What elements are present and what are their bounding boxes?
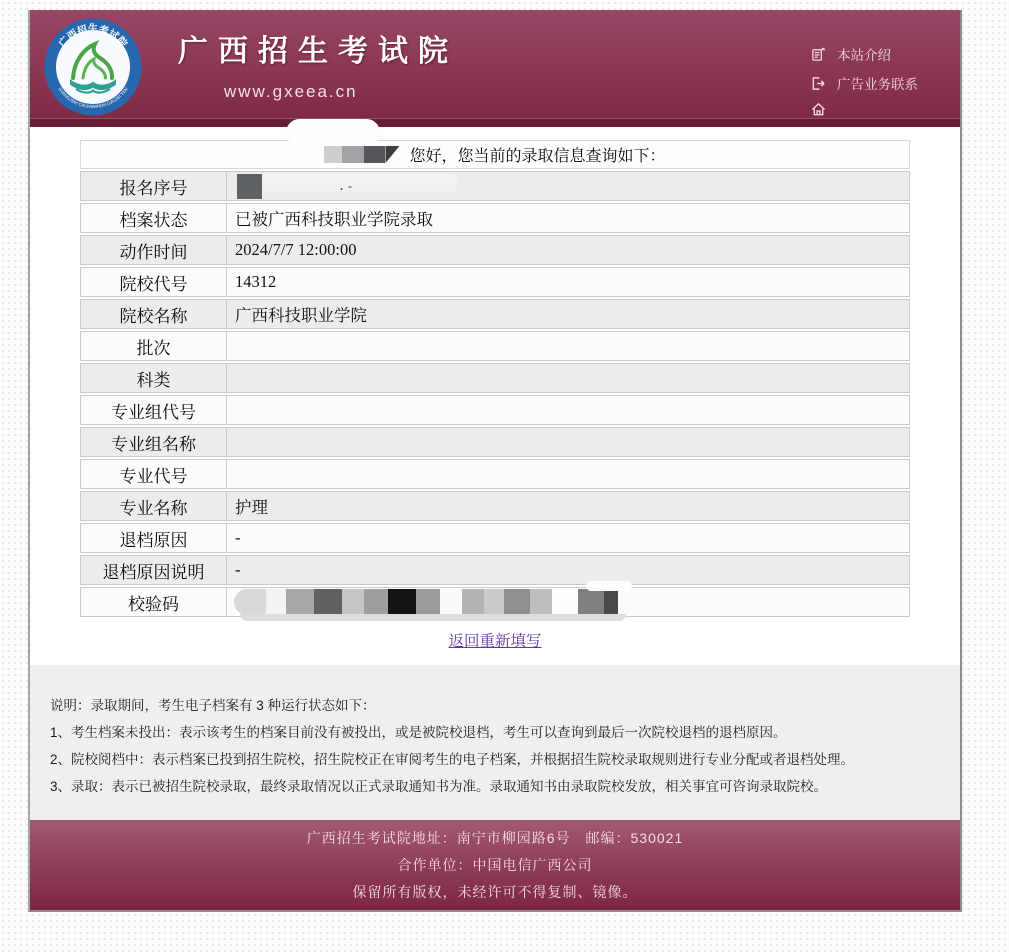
note-item-3: 3、录取：表示已被招生院校录取，最终录取情况以正式录取通知书为准。录取通知书由录取院校发放，相关事宜可咨询录取院校。 [50,779,828,794]
row-value: - [235,528,241,547]
header-bottom-strip [30,118,960,127]
svg-text:GVANGJSIH CAUHSWNGH GAUJSI YEN: GVANGJSIH CAUHSWNGH GAUJSI YEN [57,86,129,110]
table-row-tuidangyuanyin [80,523,910,553]
row-value [227,364,909,392]
exit-arrow-icon [811,76,826,91]
back-link[interactable]: 返回重新填写 [448,633,542,650]
table-rows [80,171,910,617]
page-footer [30,820,960,910]
ad-business-link[interactable] [811,73,918,93]
row-label: 院校代号 [81,268,227,296]
row-value: 已被广西科技职业学院录取 [235,210,433,229]
greeting-row [80,140,910,169]
row-value: 14312 [235,272,277,291]
table-row-xiaoyanma [80,587,910,617]
home-icon [811,102,826,117]
footer-address: 广西招生考试院地址：南宁市柳园路6号 邮编：530021 [306,830,684,846]
name-redaction-block [324,146,342,163]
notes-intro: 说明：录取期间，考生电子档案有 3 种运行状态如下： [50,698,376,713]
greeting-text: 您好，您当前的录取信息查询如下： [409,148,666,165]
row-label: 动作时间 [81,236,227,264]
table-row-tuidangyuanyin-shuoming [80,555,910,585]
site-url: www.gxeea.cn [224,82,358,101]
table-row-yuanxiaomingcheng [80,299,910,329]
brand-block [178,26,458,102]
row-value [227,332,909,360]
row-label: 专业组名称 [81,428,227,456]
serial-redaction [237,174,457,199]
table-row-yuanxiaodaihao [80,267,910,297]
table-row-danganzhuangtai [80,203,910,233]
row-value [227,460,909,488]
admission-result-table [80,140,910,617]
table-row-zhuanyemingcheng [80,491,910,521]
back-link-wrap [30,629,960,665]
row-value-redacted [227,172,909,200]
site-logo[interactable] [43,17,143,117]
row-value: 广西科技职业学院 [235,306,367,325]
name-redaction-block [385,146,399,163]
name-redaction-block [342,146,364,163]
row-label: 报名序号 [81,172,227,200]
table-row-zhuanyezu-mingcheng [80,427,910,457]
footer-partner: 合作单位：中国电信广西公司 [397,857,593,873]
doc-arrow-icon [811,47,826,62]
row-value: 护理 [235,498,268,517]
row-value: - [235,560,241,579]
table-row-dongzuoshijian [80,235,910,265]
site-intro-link[interactable] [811,44,918,64]
row-label: 专业代号 [81,460,227,488]
ad-business-label: 广告业务联系 [837,77,918,92]
redaction-block [237,174,262,199]
notes-section [30,665,960,820]
row-label: 批次 [81,332,227,360]
table-row-pici [80,331,910,361]
header-nav [811,44,918,117]
row-label: 退档原因 [81,524,227,552]
row-label: 科类 [81,364,227,392]
page-container [28,10,962,912]
note-item-2: 2、院校阅档中：表示档案已投到招生院校，招生院校正在审阅考生的电子档案，并根据招生院校录取规则进行专业分配或者退档处理。 [50,752,855,767]
row-label: 专业组代号 [81,396,227,424]
row-label: 退档原因说明 [81,556,227,584]
checkcode-redaction [234,589,618,615]
svg-text:广西招生考试院: 广西招生考试院 [57,24,129,50]
row-label: 校验码 [81,588,227,616]
name-redaction-block [364,146,385,163]
table-row-zhuanyedaihao [80,459,910,489]
row-label: 专业名称 [81,492,227,520]
table-row-baomingxuhao [80,171,910,201]
row-label: 院校名称 [81,300,227,328]
redaction-block [262,174,457,199]
row-label: 档案状态 [81,204,227,232]
row-value [227,428,909,456]
site-intro-label: 本站介绍 [837,48,891,63]
row-value [227,396,909,424]
note-item-1: 1、考生档案未投出：表示该考生的档案目前没有被投出，或是被院校退档，考生可以查询到最后一次院校退档的退档原因。 [50,725,787,740]
row-value: 2024/7/7 12:00:00 [235,240,357,259]
footer-copyright: 保留所有版权，未经许可不得复制、镜像。 [352,884,638,900]
site-title: 广西招生考试院 [178,35,458,68]
redaction-blob [586,581,632,591]
site-header [30,10,960,127]
result-section [30,127,960,665]
home-link[interactable] [811,102,918,117]
table-row-kelei [80,363,910,393]
row-value-redacted [227,588,909,616]
redaction-blob [286,119,380,146]
table-row-zhuanyezu-daihao [80,395,910,425]
logo-badge-icon [43,17,143,117]
